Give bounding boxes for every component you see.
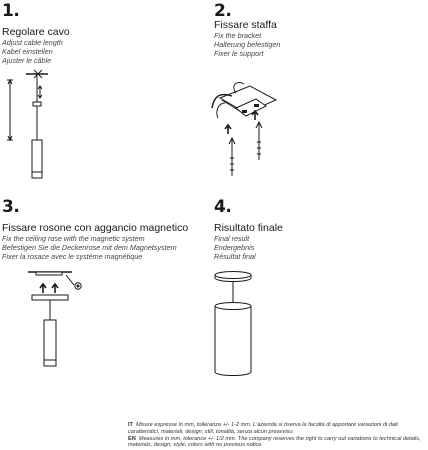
step-3-number: 3.	[2, 197, 20, 217]
step-2-subtitle-de: Halterung befestigen	[214, 40, 281, 49]
footer-it-text: Misure espresse in mm, tolleranza +/- 1-2 mm. L'azienda si riserva la facoltà di apportare variazioni di dati caratteristici, materiali, design, stili, tonalità, senza alcun preavviso.	[128, 422, 398, 435]
step-1-subtitle-fr: Ajuster le câble	[2, 56, 52, 65]
step-2-title: Fissare staffa	[214, 19, 277, 31]
step-4-subtitle-de: Endergebnis	[214, 243, 255, 252]
step-4-subtitle-en: Final result	[214, 234, 250, 243]
step-3-title: Fissare rosone con aggancio magnetico	[2, 222, 189, 234]
step-1-subtitle-en: Adjust cable length	[2, 38, 63, 47]
step-4-subtitle-fr: Résultat final	[214, 252, 256, 261]
footer-en-tag: EN	[128, 435, 136, 442]
step-3-subtitle-en: Fix the ceiling rose with the magnetic system	[2, 234, 145, 243]
step-2-number: 2.	[214, 1, 232, 21]
footer-disclaimer	[128, 422, 424, 449]
footer-en	[128, 436, 424, 450]
step-1-title: Regolare cavo	[2, 26, 70, 38]
step-3-subtitle-fr: Fixer la rosace avec le système magnétique	[2, 252, 143, 261]
footer-en-text: Measures in mm, tolerance +/- 1/2 mm. The company reserves the right to carry out variations to technical details, materials, design, style, colors with no previous notice.	[128, 435, 421, 449]
step-3-subtitle-de: Befestigen Sie die Deckenrose mit dem Magnetsystem	[2, 243, 177, 252]
step-2-subtitle-fr: Fixer le support	[214, 49, 264, 58]
footer-it	[128, 422, 424, 436]
step-4-title: Risultato finale	[214, 222, 283, 234]
step-2-subtitle-en: Fix the bracket	[214, 31, 262, 40]
step-1-subtitle-de: Kabel einstellen	[2, 47, 53, 56]
step-4-number: 4.	[214, 197, 232, 217]
footer-it-tag: IT	[128, 422, 133, 428]
step-1-number: 1.	[2, 1, 20, 21]
